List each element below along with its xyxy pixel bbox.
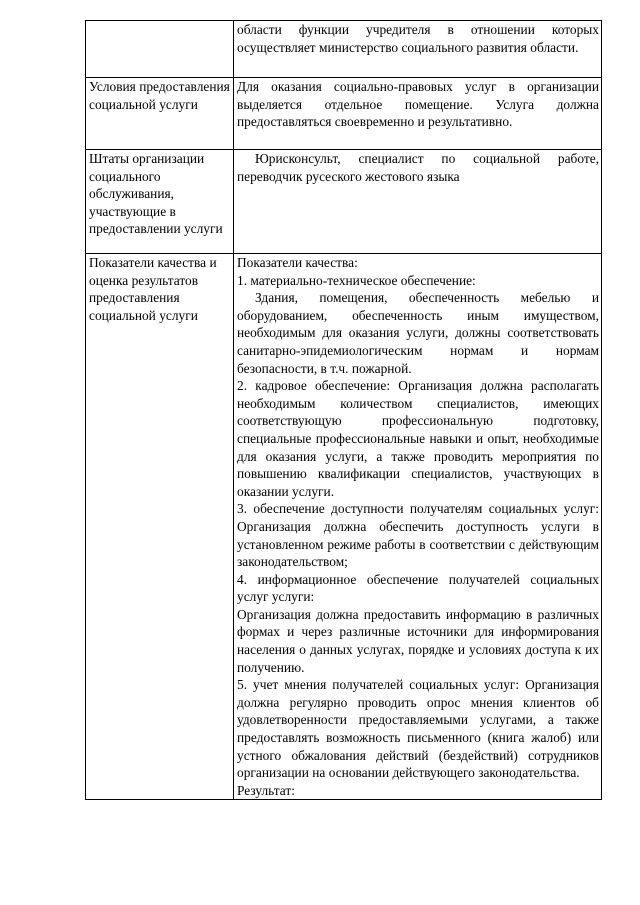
table-row: [86, 150, 602, 254]
row-content-cell: [234, 150, 602, 254]
content-paragraph: Организация должна предоставить информацию в различных формах и через различные источники для информирования населения о данных услугах, порядке и условиях доступа к их получению.: [237, 606, 599, 675]
table-row: [86, 21, 602, 78]
row-label-cell: [86, 21, 234, 78]
content-paragraph: Показатели качества:: [237, 255, 358, 270]
table-row: [86, 254, 602, 800]
row-label-cell: Показатели качества и оценка результатов предоставления социальной услуги: [86, 254, 234, 800]
content-paragraph: Здания, помещения, обеспеченность мебелью и оборудованием, обеспеченность иным имуществом, необходимым для оказания услуги, должны соответствовать санитарно-эпидемиологическим нормам и нормам безопасности, в т.ч. пожарной.: [237, 290, 599, 376]
content-paragraph: 5. учет мнения получателей социальных услуг: Организация должна регулярно проводить опрос мнения клиентов об удовлетворенности предоставляемыми услугами, а также предоставлять возможность письменного (книга жалоб) или устного обжалования действий (бездействий) сотрудников организации на основании действующего законодательства.: [237, 677, 599, 781]
content-paragraph: Для оказания социально-правовых услуг в организации выделяется отдельное помещение. Услуга должна предоставляться своевременно и результативно.: [237, 79, 599, 130]
row-label-cell: Штаты организации социального обслуживания, участвующие в предоставлении услуги: [86, 150, 234, 254]
content-paragraph: области функции учредителя в отношении которых осуществляет министерство социального развития области.: [237, 22, 599, 55]
row-content-cell: [234, 21, 602, 78]
content-paragraph: 1. материально-техническое обеспечение:: [237, 272, 476, 288]
content-paragraph: 2. кадровое обеспечение: Организация должна располагать необходимым количеством специалистов, имеющих соответствующую профессиональную подготовку, специальные профессиональные навыки и опыт, необходимые для оказания услуги, а также проводить мероприятия по повышению квалификации специалистов, участвующих в оказании услуги.: [237, 378, 599, 499]
table-row: [86, 78, 602, 150]
row-label-cell: Условия предоставления социальной услуги: [86, 78, 234, 150]
content-paragraph: 4. информационное обеспечение получателей социальных услуг услуги:: [237, 571, 599, 605]
content-paragraph: Юрисконсульт, специалист по социальной работе, переводчик русеского жестового языка: [237, 151, 599, 184]
row-content-cell: [234, 254, 602, 800]
content-paragraph: 3. обеспечение доступности получателям социальных услуг: Организация должна обеспечить доступность услуги в установленном режиме работы в соответствии с действующим законодательством;: [237, 501, 599, 570]
content-paragraph: Результат:: [237, 782, 295, 798]
services-table: [85, 20, 602, 800]
row-content-cell: [234, 78, 602, 150]
